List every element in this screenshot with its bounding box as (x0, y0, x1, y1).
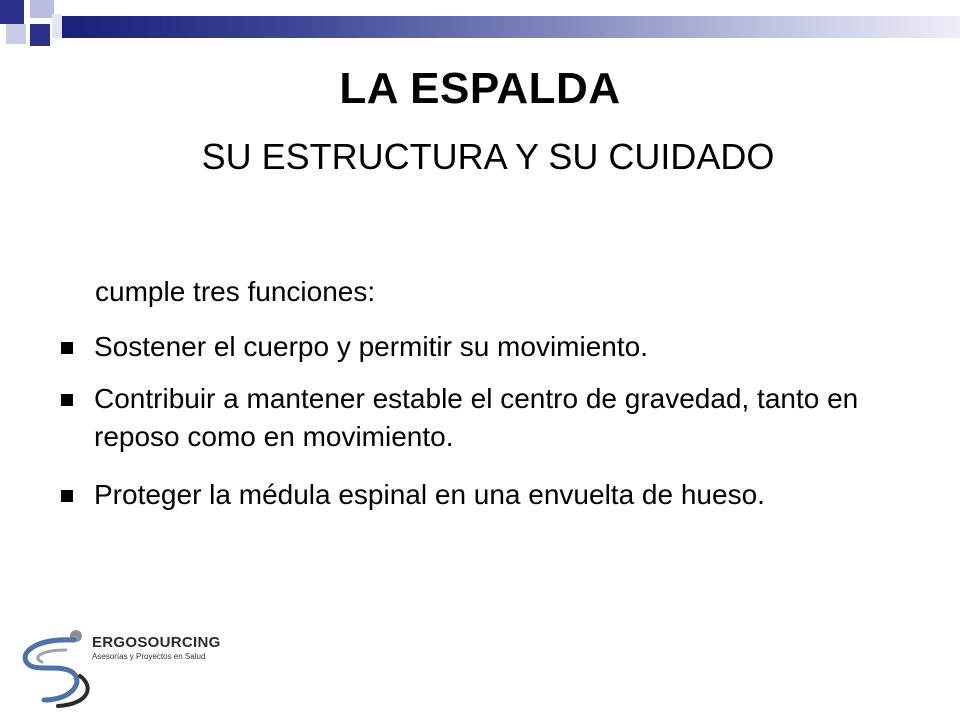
square-bullet-icon (61, 342, 73, 354)
list-item (94, 380, 914, 456)
intro-text: cumple tres funciones: (95, 276, 376, 307)
list-item (94, 476, 914, 514)
logo-tagline: Asesorías y Proyectos en Salud (92, 652, 206, 661)
square-bullet-icon (61, 394, 73, 406)
square-bullet-icon (61, 490, 73, 502)
list-item (94, 328, 914, 366)
bullet-text: Proteger la médula espinal en una envuelta de hueso. (94, 479, 765, 510)
bullet-text: Contribuir a mantener estable el centro de gravedad, tanto en reposo como en movimiento. (94, 383, 859, 452)
logo-name: ERGOSOURCING (92, 634, 221, 651)
bullet-text: Sostener el cuerpo y permitir su movimiento. (94, 331, 648, 362)
slide-title: LA ESPALDA (339, 64, 621, 113)
slide-subtitle: SU ESTRUCTURA Y SU CUIDADO (201, 136, 775, 177)
